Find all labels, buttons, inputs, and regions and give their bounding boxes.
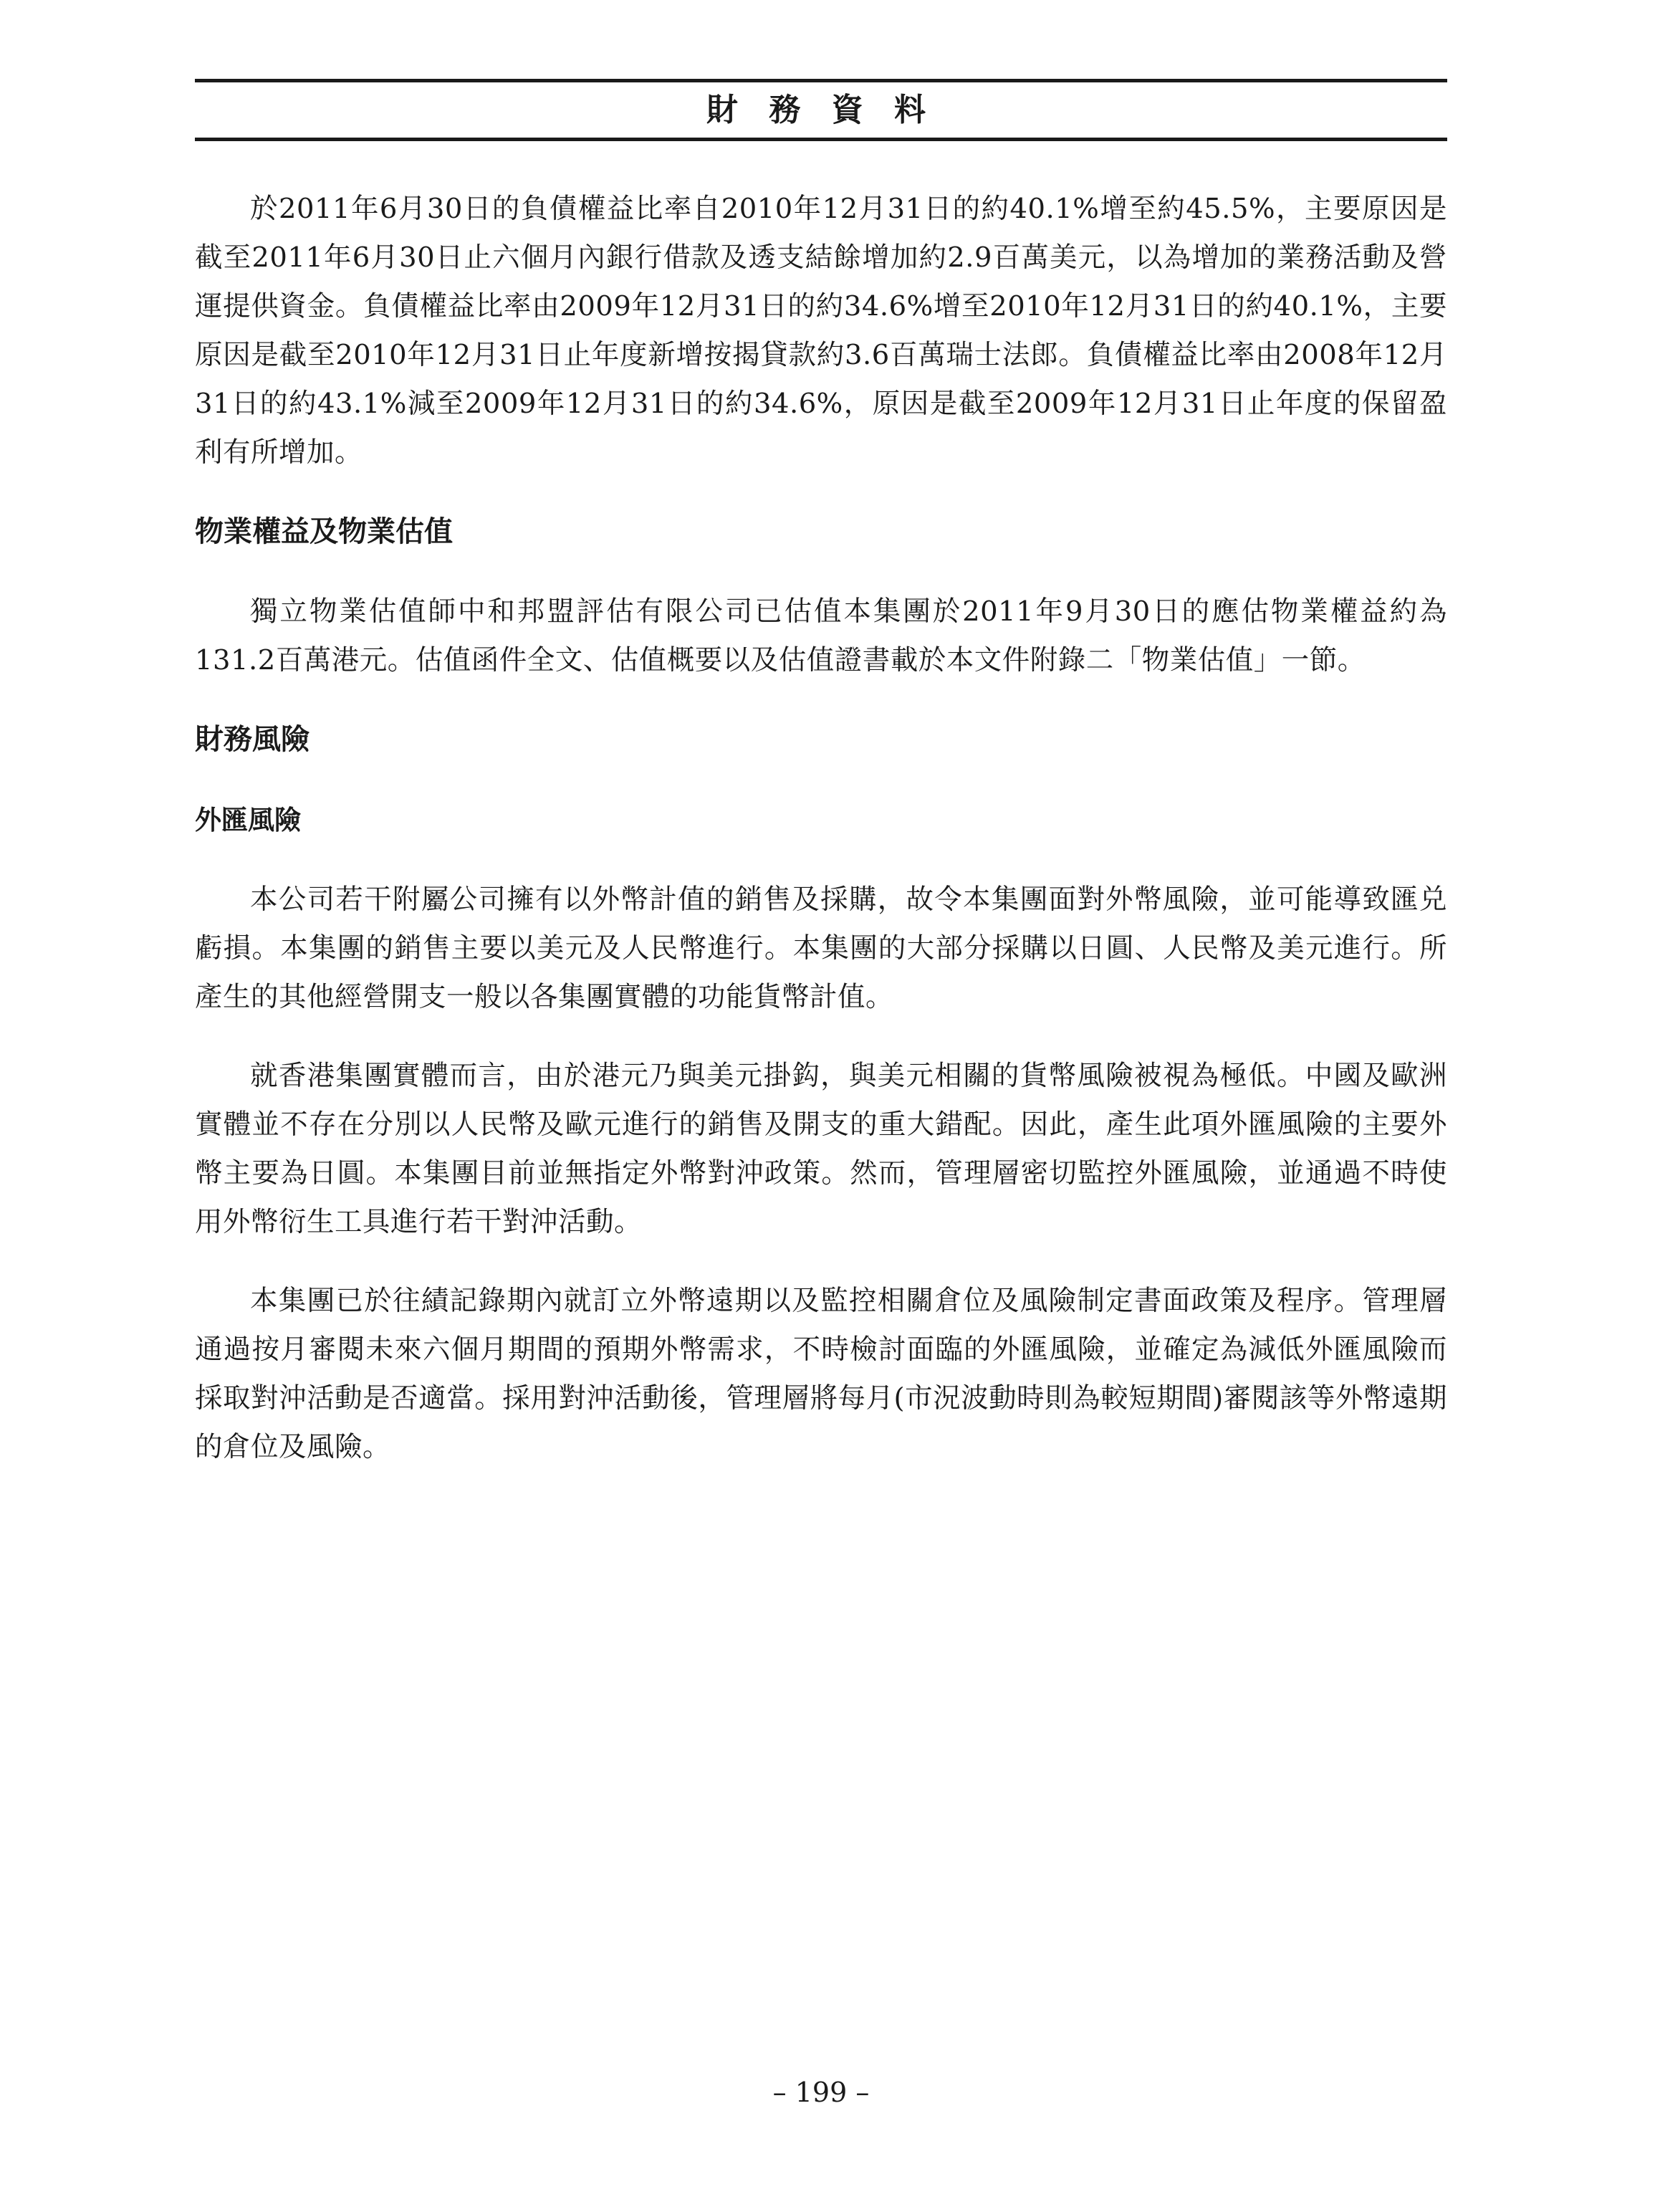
paragraph-fx-risk-1: 本公司若干附屬公司擁有以外幣計值的銷售及採購，故令本集團面對外幣風險，並可能導致匯兑虧損。本集團的銷售主要以美元及人民幣進行。本集團的大部分採購以日圓、人民幣及美元進行。所產生的其他經營開支一般以各集團實體的功能貨幣計值。 [195, 884, 1447, 1013]
page-title: 財 務 資 料 [706, 92, 936, 128]
header-top-rule [195, 79, 1447, 82]
paragraph-gearing-ratio: 於2011年6月30日的負債權益比率自2010年12月31日的約40.1%增至約45.5%，主要原因是截至2011年6月30日止六個月內銀行借款及透支結餘增加約2.9百萬美元，以為增加的業務活動及營運提供資金。負債權益比率由2009年12月31日的約34.6%增至2010年12月31日的約40.1%，主要原因是截至2010年12月31日止年度新增按揭貸款約3.6百萬瑞士法郎。負債權益比率由2008年12月31日的約43.1%減至2009年12月31日的約34.6%，原因是截至2009年12月31日止年度的保留盈利有所增加。 [195, 193, 1447, 469]
heading-property-valuation: 物業權益及物業估值 [195, 514, 453, 548]
heading-financial-risk: 財務風險 [195, 722, 310, 756]
paragraph-fx-risk-2: 就香港集團實體而言，由於港元乃與美元掛鈎，與美元相關的貨幣風險被視為極低。中國及歐洲實體並不存在分別以人民幣及歐元進行的銷售及開支的重大錯配。因此，產生此項外匯風險的主要外幣主要為日圓。本集團目前並無指定外幣對沖政策。然而，管理層密切監控外匯風險，並通過不時使用外幣衍生工具進行若干對沖活動。 [195, 1060, 1447, 1238]
paragraph-property-valuation: 獨立物業估值師中和邦盟評估有限公司已估值本集團於2011年9月30日的應估物業權益約為131.2百萬港元。估值函件全文、估值概要以及估值證書載於本文件附錄二「物業估值」一節。 [195, 595, 1447, 676]
heading-fx-risk: 外匯風險 [195, 804, 301, 836]
header-bottom-rule [195, 138, 1447, 141]
page-number: – 199 – [772, 2077, 870, 2108]
paragraph-fx-risk-3: 本集團已於往績記錄期內就訂立外幣遠期以及監控相關倉位及風險制定書面政策及程序。管理層通過按月審閱未來六個月期間的預期外幣需求，不時檢討面臨的外匯風險，並確定為減低外匯風險而採取對沖活動是否適當。採用對沖活動後，管理層將每月(市況波動時則為較短期間)審閱該等外幣遠期的倉位及風險。 [195, 1285, 1447, 1463]
document-body [195, 185, 1447, 1472]
